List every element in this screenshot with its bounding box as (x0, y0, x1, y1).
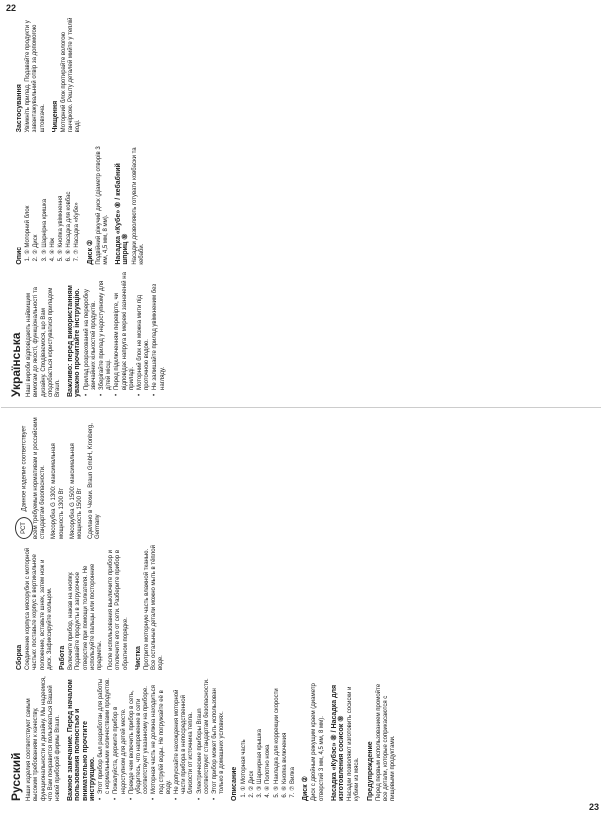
list-item: 6. ⑥ Кнопка включения (282, 676, 289, 791)
spec-block (15, 414, 47, 539)
ru-cleaning-heading: Чистка (134, 646, 142, 670)
list-item: 7. ⑦ Вилка (290, 676, 297, 791)
spec-model-1: Мясорубка G 1300: максимальная мощность 1300 Вт (51, 443, 65, 539)
list-item: 4. ④ Ніж (50, 138, 57, 254)
list-item: • Зберігайте прилад у недоступному для дітей місці. (99, 271, 113, 390)
list-item: • Не залишайте прилад увімкненим без нагляду. (152, 271, 166, 390)
ru-caution-heading: Важное замечание. Перед началом пользования полностью и внимательно прочтите инструкцию. (67, 679, 96, 801)
ru-usage-text: Включите прибор, нажав на кнопку. Подавайте продукты в загрузочное отверстие при помощи толкателя. Не используйте пальцы или посторонние предметы. (68, 563, 104, 670)
page-23 (1, 0, 601, 407)
list-item: • Электрические приборы Braun соответствуют стандартам безопасности. (197, 676, 211, 794)
list-item: 6. ⑥ Насадка для ковбас (66, 138, 73, 254)
ru-column-3 (11, 414, 591, 539)
ru-title: Русский (9, 752, 23, 801)
page-number-left: 22 (6, 3, 17, 13)
certification-mark-icon: РСТ (15, 517, 33, 539)
page-number-right: 23 (589, 802, 600, 812)
spec-model-2: Мясорубка G 1500: максимальная мощность 1500 Вт (69, 443, 84, 539)
ua-attach-text: Насадки дозволяють готувати ковбаски та кебаби. (131, 147, 145, 265)
ru-prep-heading: Предупреждение (366, 741, 374, 801)
list-item: 7. ⑦ Насадка «Кубе» (74, 138, 81, 254)
ua-attach-heading: Насадка «Кубе» ⑧ / кебабний шприц ⑨ (115, 163, 130, 265)
ua-column-2 (11, 138, 591, 264)
list-item: • Моторная часть не должна находиться под струёй воды. Не погружайте её в воду. (151, 676, 173, 794)
rotated-spread (1, 0, 601, 815)
list-item: 3. ③ Шарнирная крышка (257, 676, 264, 791)
ru-attach-heading: Насадка «Кубэс» ⑧ / Насадка для изготовления сосисок ⑨ (330, 684, 345, 801)
ru-column-2 (11, 545, 591, 670)
list-item: 1. ① Моторная часть (241, 676, 248, 791)
ua-usage-text: Увімкніть прилад. Подавайте продукти у завантажувальний отвір за допомогою штовхача. (25, 20, 46, 133)
ru-desc-list (241, 676, 297, 801)
list-item: • Моторний блок не можна мити під проточною водою. (137, 271, 151, 390)
ua-desc-heading: Опис (16, 246, 23, 265)
page-22 (1, 408, 601, 815)
spec-manufacturer: Сделано в Чехии. Braun GmbH, Kronberg, Germany (88, 423, 102, 539)
ru-usage-text-2: После использования выключите прибор и отключите его от сети. Разберите прибор в обратном порядке. (108, 549, 129, 670)
ua-title: Українська (9, 332, 23, 397)
ua-caution-list (84, 271, 167, 397)
list-item: • Пожалуйста, держите прибор в недоступном для детей месте. (113, 676, 127, 794)
ua-column-1 (11, 271, 591, 397)
ru-attach-text: Насадки позволяют изготовить сосиски и кубики из мяса. (347, 686, 361, 801)
page-divider (1, 407, 601, 408)
list-item: • Перед підключенням перевірте, чи відповідає напруга в мережі зазначеній на приладі. (114, 271, 136, 390)
ru-desc-heading: Описание (231, 766, 239, 801)
ru-prep-text: Перед первым использованием промойте все детали, которые соприкасаются с пищевыми продуктами. (375, 683, 397, 801)
cert-text: Данное изделие соответствует всем требуемым нормативам и российским стандартам безопасности. (21, 417, 47, 539)
ru-assembly-text: Соединение корпуса мясорубки с моторной частью: поставьте корпус в вертикальное положение, вставьте шнек, затем нож и диск. Зафиксируйте кольцом. (25, 547, 53, 670)
list-item: • Этот прибор был разработан для работы с нормальными количествами продуктов. (98, 676, 112, 794)
ru-cleaning-text: Протрите моторную часть влажной тканью. Все остальные детали можно мыть в тёплой воде. (144, 545, 165, 670)
list-item: 3. ③ Шарнірна кришка (42, 138, 49, 254)
ua-usage-heading: Застосування (16, 84, 23, 133)
ua-cleaning-text: Моторний блок протирайте вологою ганчіркою. Решту деталей мийте у теплій воді. (61, 17, 82, 133)
ua-intro: Наші вироби відповідають найвищим вимогам до якості, функціональності та дизайну. Сподіваємося, що Вам сподобається користуватися приладом Braun. (26, 287, 62, 397)
ua-cleaning-heading: Чищення (51, 100, 59, 133)
list-item: 2. ② Диск (249, 676, 256, 791)
list-item: 4. ④ Полотно ножа (265, 676, 272, 791)
list-item: • Не допускайте нахождения моторной части прибора в непосредственной близости от источника тепла. (174, 676, 196, 794)
list-item: • Этот прибор может быть использован только в домашних условиях. (212, 676, 226, 794)
ua-desc-list (25, 138, 81, 264)
ru-disk-text: Диск с двойным режущим краем (диаметр отверстий 3 мм, 4,5 мм, 8 мм). (311, 683, 325, 801)
ru-assembly-heading: Сборка (16, 644, 23, 670)
ru-intro: Наши изделия соответствуют самым высоким требованиям к качеству, функциональности и дизайну. Мы надеемся, что Вам понравится пользоваться Вашей новой приборой фирмы Braun. (26, 676, 62, 801)
list-item: • Прежде чем включить прибор в сеть, убедитесь, что напряжение в сети соответствует указанному на приборе. (129, 676, 151, 794)
ru-usage-heading: Работа (59, 645, 67, 670)
ua-caution-heading: Важливо: перед використанням уважно прочитайте інструкцію. (67, 285, 82, 397)
ua-disk-text: Подвійний ріжучий диск (діаметр отворів 3 мм, 4,5 мм, 8 мм). (95, 146, 110, 265)
list-item: 5. ⑤ Кнопка увімкнення (58, 138, 65, 254)
list-item: 2. ② Диск (33, 138, 40, 254)
ru-caution-list (98, 676, 226, 801)
ua-disk-heading: Диск ② (86, 239, 94, 265)
ru-disk-heading: Диск ② (302, 776, 310, 801)
list-item: 1. ① Моторний блок (25, 138, 32, 254)
list-item: • Прилад розрахований на переробку звичайних кількостей продуктів. (84, 271, 98, 390)
list-item: 5. ⑤ Накладка для коррекции скорости (274, 676, 281, 791)
ua-column-3 (11, 6, 591, 132)
ru-column-1 (11, 676, 591, 801)
